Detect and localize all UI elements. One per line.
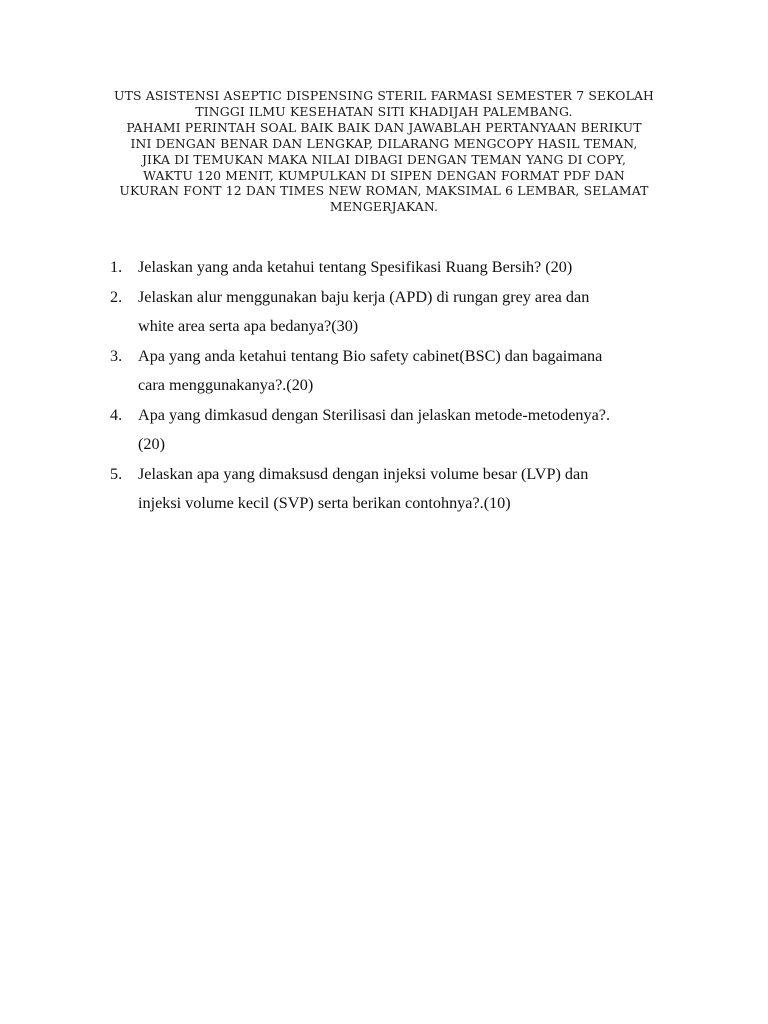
question-line: (20) — [138, 435, 165, 453]
question-text — [138, 401, 700, 460]
question-number: 5. — [110, 464, 123, 483]
question-text — [138, 253, 700, 283]
question-line: white area serta apa bedanya?(30) — [138, 317, 359, 335]
question-item-1 — [110, 253, 700, 283]
question-line: Apa yang anda ketahui tentang Bio safety cabinet(BSC) dan bagaimana — [138, 346, 603, 365]
question-text — [138, 342, 700, 401]
question-line: Apa yang dimkasud dengan Sterilisasi dan jelaskan metode-metodenya?. — [138, 405, 610, 424]
question-text — [138, 460, 700, 519]
question-line: Jelaskan apa yang dimaksusd dengan injeksi volume besar (LVP) dan — [138, 464, 589, 483]
question-line: cara menggunakanya?.(20) — [138, 376, 314, 394]
question-item-3 — [110, 342, 700, 401]
question-line: injeksi volume kecil (SVP) serta berikan contohnya?.(10) — [138, 494, 511, 512]
question-text — [138, 283, 700, 342]
question-number: 3. — [110, 346, 123, 365]
header-line-instruction-5: UKURAN FONT 12 DAN TIMES NEW ROMAN, MAKSIMAL 6 LEMBAR, SELAMAT — [119, 183, 649, 199]
question-line: Jelaskan alur menggunakan baju kerja (APD) di rungan grey area dan — [138, 287, 590, 306]
question-item-5 — [110, 460, 700, 519]
question-number: 1. — [110, 258, 123, 276]
question-item-4 — [110, 401, 700, 460]
question-number: 4. — [110, 405, 123, 424]
question-line: Jelaskan yang anda ketahui tentang Spesifikasi Ruang Bersih? (20) — [138, 258, 573, 276]
exam-header — [80, 88, 688, 215]
header-line-instruction-2: INI DENGAN BENAR DAN LENGKAP, DILARANG MENGCOPY HASIL TEMAN, — [130, 135, 638, 151]
header-line-instruction-4: WAKTU 120 MENIT, KUMPULKAN DI SIPEN DENGAN FORMAT PDF DAN — [143, 167, 625, 183]
question-number: 2. — [110, 287, 123, 306]
header-line-instruction-1: PAHAMI PERINTAH SOAL BAIK BAIK DAN JAWABLAH PERTANYAAN BERIKUT — [126, 119, 642, 135]
header-line-instruction-3: JIKA DI TEMUKAN MAKA NILAI DIBAGI DENGAN TEMAN YANG DI COPY, — [141, 151, 627, 167]
header-line-instruction-6: MENGERJAKAN. — [329, 199, 439, 215]
question-list — [110, 253, 700, 519]
header-line-exam-title-2: TINGGI ILMU KESEHATAN SITI KHADIJAH PALEMBANG. — [195, 103, 573, 119]
question-item-2 — [110, 283, 700, 342]
header-line-exam-title-1: UTS ASISTENSI ASEPTIC DISPENSING STERIL FARMASI SEMESTER 7 SEKOLAH — [113, 88, 654, 103]
